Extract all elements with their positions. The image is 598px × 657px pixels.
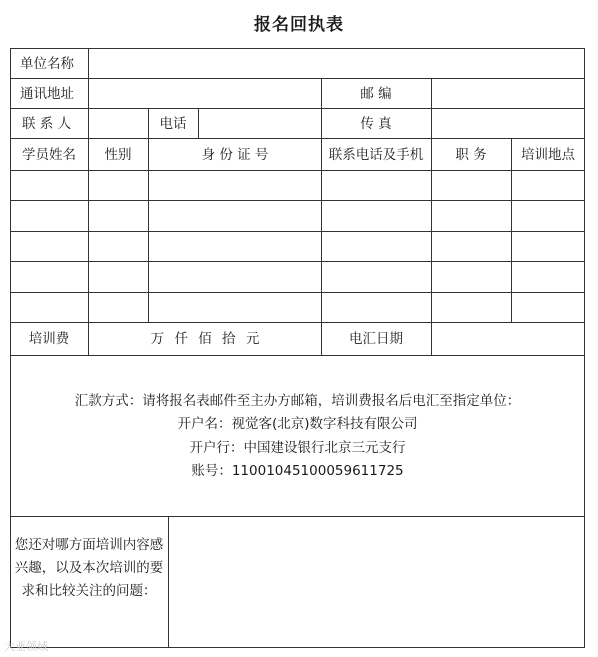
interest-question: 您还对哪方面培训内容感兴趣，以及本次培训的要求和比较关注的问题： <box>14 537 164 599</box>
unit-name-label: 单位名称 <box>20 56 74 72</box>
contact-label: 联 系 人 <box>22 116 72 132</box>
row-divider <box>10 292 585 293</box>
col-divider <box>88 48 89 108</box>
address-field[interactable] <box>90 80 320 107</box>
row-divider <box>10 261 585 262</box>
col-divider <box>148 138 149 322</box>
col-divider <box>88 108 89 138</box>
row-divider <box>10 322 585 323</box>
unit-name-field[interactable] <box>90 50 584 77</box>
col-divider <box>321 138 322 322</box>
postcode-field[interactable] <box>433 80 584 107</box>
col-header-id-number: 身 份 证 号 <box>201 147 269 163</box>
remit-date-label: 电汇日期 <box>349 331 403 347</box>
col-divider <box>511 138 512 322</box>
col-divider <box>431 322 432 355</box>
row-divider <box>10 170 585 171</box>
col-divider <box>321 78 322 138</box>
row-divider <box>10 108 585 109</box>
row-divider <box>10 78 585 79</box>
fee-label: 培训费 <box>28 331 70 347</box>
col-divider <box>431 138 432 322</box>
col-divider <box>88 322 89 355</box>
remittance-method: 汇款方式：请将报名表邮件至主办方邮箱，培训费报名后电汇至指定单位： <box>74 393 521 409</box>
form-title: 报名回执表 <box>254 15 344 35</box>
interest-answer-field[interactable] <box>170 518 583 646</box>
col-header-name: 学员姓名 <box>22 147 76 163</box>
col-header-gender: 性别 <box>104 147 132 163</box>
row-divider <box>10 516 585 517</box>
address-label: 通讯地址 <box>20 86 74 102</box>
row-divider <box>10 231 585 232</box>
row-divider <box>10 355 585 356</box>
phone-field[interactable] <box>200 110 320 137</box>
col-divider <box>148 108 149 138</box>
col-divider <box>431 78 432 138</box>
fax-field[interactable] <box>433 110 584 137</box>
account-number: 账号：11001045100059611725 <box>191 463 404 479</box>
col-divider <box>198 108 199 138</box>
postcode-label: 邮 编 <box>360 86 392 102</box>
col-divider <box>168 516 169 648</box>
account-name: 开户名：视觉客(北京)数字科技有限公司 <box>177 416 418 432</box>
bank-name: 开户行：中国建设银行北京三元支行 <box>189 440 406 456</box>
fee-amount-units: 万 仟 佰 拾 元 <box>150 331 260 347</box>
contact-field[interactable] <box>90 110 147 137</box>
col-divider <box>88 138 89 322</box>
col-header-phone: 联系电话及手机 <box>328 147 424 163</box>
col-header-location: 培训地点 <box>521 147 575 163</box>
col-divider <box>321 322 322 355</box>
row-divider <box>10 138 585 139</box>
fax-label: 传 真 <box>360 116 392 132</box>
watermark: 大亚领域 <box>4 640 48 653</box>
phone-label: 电话 <box>159 116 187 132</box>
col-header-position: 职 务 <box>455 147 487 163</box>
remit-date-field[interactable] <box>433 324 584 354</box>
row-divider <box>10 200 585 201</box>
